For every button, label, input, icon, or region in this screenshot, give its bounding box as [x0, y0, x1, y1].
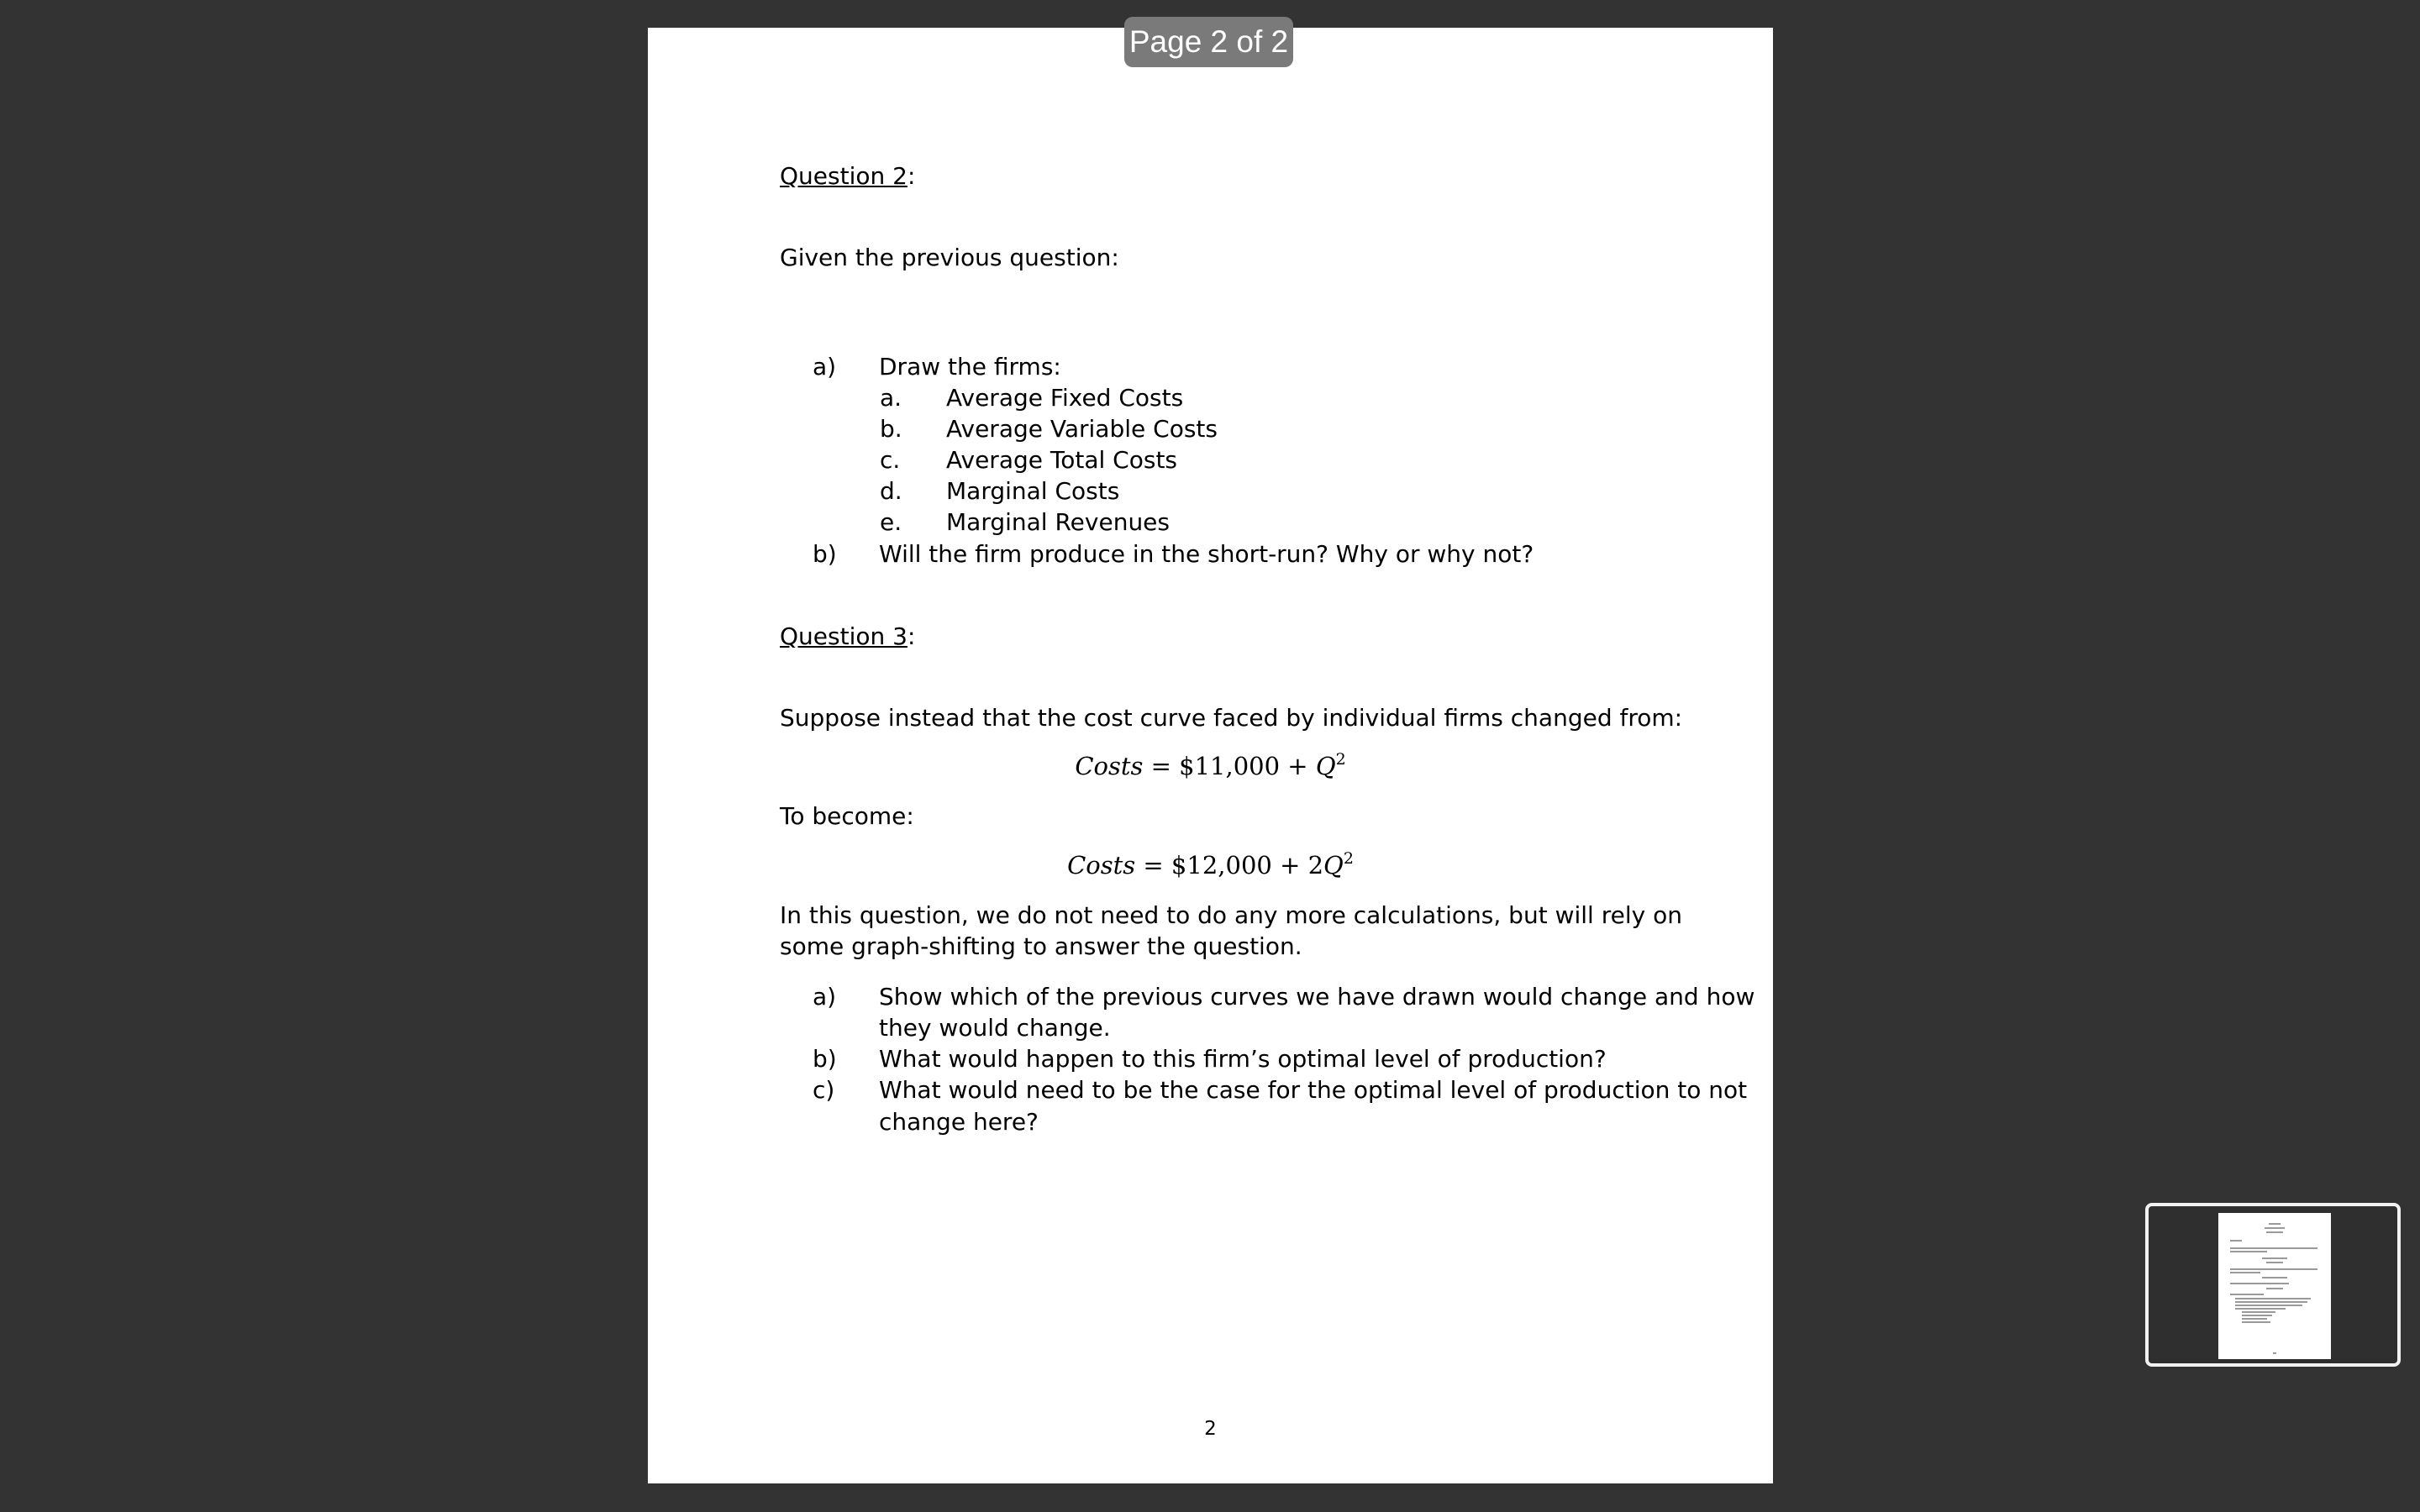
list-marker: b)	[813, 1045, 837, 1073]
sub-list-marker: c.	[880, 446, 901, 474]
cost-equation-new	[648, 848, 1773, 882]
thumb-text-line	[2235, 1308, 2286, 1310]
list-item-text: Draw the firms:	[879, 353, 1061, 381]
thumb-text-line	[2230, 1247, 2317, 1249]
thumb-text-line	[2266, 1231, 2283, 1233]
list-item-text: What would need to be the case for the optimal level of production to not	[879, 1076, 1748, 1104]
question-3-colon: :	[907, 622, 916, 650]
page-indicator: Page 2 of 2	[1124, 17, 1293, 67]
list-marker: c)	[813, 1076, 835, 1104]
thumb-text-line	[2230, 1251, 2267, 1252]
page-content	[648, 28, 1773, 1483]
sub-list-marker: b.	[880, 415, 902, 443]
question-2-colon: :	[907, 162, 916, 190]
sub-list-item-text: Average Total Costs	[946, 446, 1178, 474]
equation-rhs: $12,000 + 2	[1171, 851, 1324, 879]
equation-exponent: 2	[1335, 750, 1346, 769]
thumb-text-line	[2262, 1277, 2287, 1278]
equation-variable: Q	[1315, 752, 1336, 780]
list-item-text: Will the firm produce in the short-run? Why or why not?	[879, 540, 1534, 568]
equation-rhs: $11,000 +	[1179, 752, 1316, 780]
cost-equation-original	[648, 749, 1773, 783]
thumb-text-line	[2266, 1262, 2283, 1263]
list-item-text: Show which of the previous curves we have drawn would change and how	[879, 983, 1755, 1011]
thumb-text-line	[2265, 1227, 2285, 1229]
sub-list-marker: e.	[880, 508, 902, 536]
question-2-intro: Given the previous question:	[780, 244, 1119, 271]
equation-equals: =	[1135, 851, 1171, 879]
thumb-text-line	[2235, 1298, 2311, 1299]
thumb-text-line	[2242, 1311, 2275, 1313]
equation-lhs: Costs	[1075, 752, 1144, 780]
thumb-text-line	[2242, 1321, 2270, 1323]
thumb-text-line	[2230, 1268, 2317, 1270]
question-2-heading	[780, 160, 915, 192]
thumb-text-line	[2266, 1288, 2283, 1289]
thumb-text-line	[2230, 1283, 2289, 1284]
sub-list-marker: d.	[880, 477, 902, 505]
page-number: 2	[1204, 1418, 1217, 1440]
equation-variable: Q	[1323, 851, 1344, 879]
question-3-heading	[780, 621, 915, 652]
thumb-text-line	[2230, 1272, 2260, 1273]
paragraph-line: In this question, we do not need to do any more calculations, but will rely on	[780, 901, 1682, 929]
list-item-continuation: they would change.	[879, 1014, 1111, 1042]
thumb-text-line	[2235, 1301, 2307, 1303]
list-item-continuation: change here?	[879, 1108, 1039, 1136]
list-marker: a)	[813, 353, 837, 381]
thumb-text-line	[2242, 1315, 2272, 1316]
thumb-text-line	[2230, 1240, 2242, 1242]
page-thumbnail[interactable]	[2218, 1213, 2331, 1359]
list-marker: b)	[813, 540, 837, 568]
equation-equals: =	[1143, 752, 1180, 780]
question-3-intro: Suppose instead that the cost curve faced by individual firms changed from:	[780, 704, 1683, 732]
to-become-label: To become:	[780, 802, 914, 830]
thumb-text-line	[2273, 1352, 2276, 1354]
question-2-title: Question 2	[780, 162, 908, 190]
list-marker: a)	[813, 983, 837, 1011]
page-thumbnail-navigator[interactable]	[2145, 1203, 2401, 1367]
paragraph-line: some graph-shifting to answer the question.	[780, 932, 1302, 960]
equation-exponent: 2	[1343, 849, 1354, 868]
sub-list-item-text: Average Fixed Costs	[946, 384, 1184, 412]
document-page[interactable]	[648, 28, 1773, 1483]
sub-list-item-text: Marginal Costs	[946, 477, 1120, 505]
equation-lhs: Costs	[1067, 851, 1136, 879]
sub-list-item-text: Marginal Revenues	[946, 508, 1170, 536]
sub-list-marker: a.	[880, 384, 902, 412]
thumb-text-line	[2269, 1223, 2281, 1225]
thumb-text-line	[2230, 1294, 2264, 1295]
thumb-text-line	[2235, 1305, 2302, 1306]
question-3-title: Question 3	[780, 622, 908, 650]
list-item-text: What would happen to this firm’s optimal level of production?	[879, 1045, 1607, 1073]
thumb-text-line	[2242, 1318, 2267, 1320]
thumb-text-line	[2262, 1257, 2287, 1259]
sub-list-item-text: Average Variable Costs	[946, 415, 1218, 443]
